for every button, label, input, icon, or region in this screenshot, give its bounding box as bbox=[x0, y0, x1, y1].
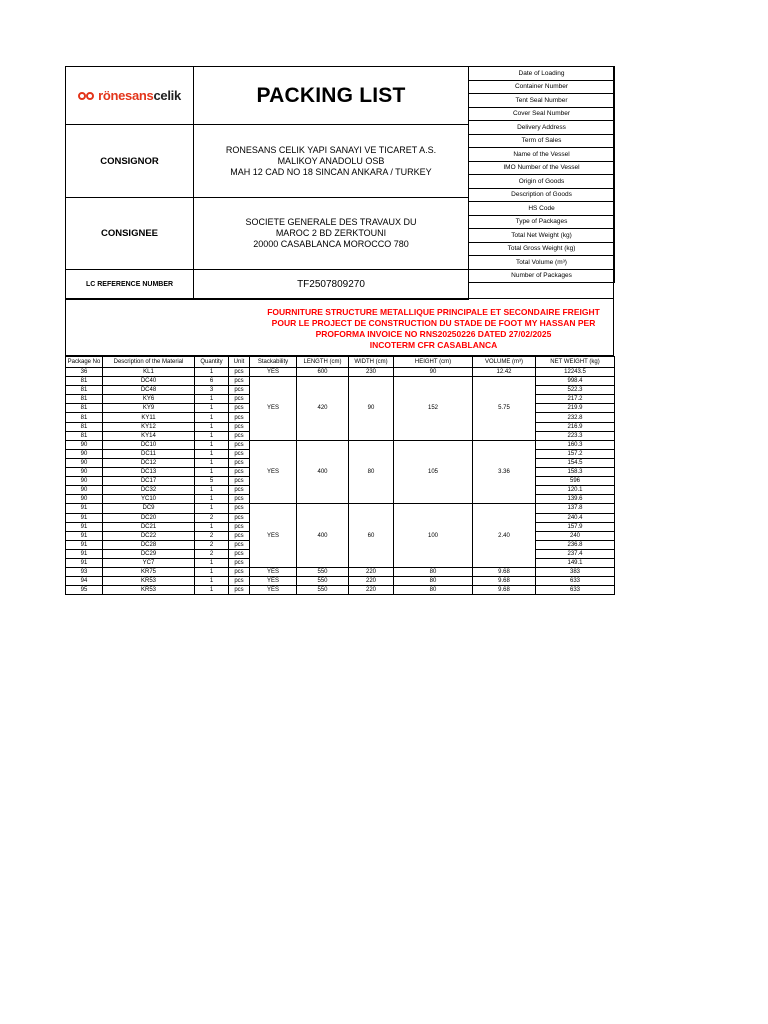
lc-value: TF2507809270 bbox=[297, 279, 365, 290]
cell-unit: pcs bbox=[229, 458, 250, 467]
field-imo-number: IMO Number of the Vessel bbox=[468, 161, 615, 176]
table-row bbox=[66, 440, 615, 449]
cell-package-no: 90 bbox=[66, 495, 103, 504]
field-container-number: Container Number bbox=[468, 80, 615, 95]
cell-description: DC29 bbox=[103, 549, 195, 558]
cell-volume: 9.68 bbox=[473, 586, 536, 595]
cell-description: DC22 bbox=[103, 531, 195, 540]
cell-unit: pcs bbox=[229, 568, 250, 577]
cell-unit: pcs bbox=[229, 549, 250, 558]
field-hs-code: HS Code bbox=[468, 201, 615, 216]
cell-package-no: 93 bbox=[66, 568, 103, 577]
cell-length: 400 bbox=[297, 440, 349, 504]
cell-height: 100 bbox=[394, 504, 473, 568]
cell-description: DC48 bbox=[103, 386, 195, 395]
cell-description: KR53 bbox=[103, 577, 195, 586]
cell-volume: 12.42 bbox=[473, 368, 536, 377]
cell-volume: 9.68 bbox=[473, 568, 536, 577]
cell-stackability: YES bbox=[250, 440, 297, 504]
cell-package-no: 90 bbox=[66, 449, 103, 458]
lc-value-cell bbox=[193, 269, 469, 300]
col-stackability: Stackability bbox=[250, 357, 297, 368]
cell-description: DC40 bbox=[103, 377, 195, 386]
table-row bbox=[66, 377, 615, 386]
cell-quantity: 1 bbox=[195, 486, 229, 495]
cell-unit: pcs bbox=[229, 377, 250, 386]
cell-height: 90 bbox=[394, 368, 473, 377]
cell-unit: pcs bbox=[229, 404, 250, 413]
packing-table bbox=[65, 356, 615, 595]
cell-quantity: 1 bbox=[195, 495, 229, 504]
cell-net-weight: 157.2 bbox=[536, 449, 615, 458]
cell-quantity: 2 bbox=[195, 540, 229, 549]
lc-label: LC REFERENCE NUMBER bbox=[85, 281, 174, 288]
cell-net-weight: 237.4 bbox=[536, 549, 615, 558]
cell-description: KR53 bbox=[103, 586, 195, 595]
cell-description: DC10 bbox=[103, 440, 195, 449]
cell-package-no: 90 bbox=[66, 477, 103, 486]
cell-description: DC9 bbox=[103, 504, 195, 513]
table-row bbox=[66, 577, 615, 586]
cell-stackability: YES bbox=[250, 368, 297, 377]
cell-unit: pcs bbox=[229, 395, 250, 404]
cell-net-weight: 217.2 bbox=[536, 395, 615, 404]
cell-unit: pcs bbox=[229, 540, 250, 549]
cell-unit: pcs bbox=[229, 449, 250, 458]
cell-unit: pcs bbox=[229, 504, 250, 513]
description-line: POUR LE PROJECT DE CONSTRUCTION DU STADE DE FOOT MY HASSAN PER bbox=[271, 318, 596, 328]
cell-height: 152 bbox=[394, 377, 473, 441]
cell-unit: pcs bbox=[229, 440, 250, 449]
consignor-label-cell bbox=[65, 124, 194, 198]
cell-package-no: 90 bbox=[66, 486, 103, 495]
col-volume: VOLUME (m³) bbox=[473, 357, 536, 368]
cell-net-weight: 236.8 bbox=[536, 540, 615, 549]
cell-quantity: 1 bbox=[195, 422, 229, 431]
field-delivery-address: Delivery Address bbox=[468, 120, 615, 135]
cell-length: 550 bbox=[297, 586, 349, 595]
cell-description: DC28 bbox=[103, 540, 195, 549]
cell-width: 90 bbox=[349, 377, 394, 441]
packing-list-sheet bbox=[65, 66, 614, 595]
cell-description: YC7 bbox=[103, 558, 195, 567]
cell-height: 80 bbox=[394, 568, 473, 577]
cell-description: KR75 bbox=[103, 568, 195, 577]
cell-description: KY11 bbox=[103, 413, 195, 422]
cell-description: DC20 bbox=[103, 513, 195, 522]
cell-net-weight: 157.9 bbox=[536, 522, 615, 531]
cell-net-weight: 120.1 bbox=[536, 486, 615, 495]
cell-package-no: 81 bbox=[66, 413, 103, 422]
cell-net-weight: 633 bbox=[536, 577, 615, 586]
cell-package-no: 81 bbox=[66, 395, 103, 404]
field-tent-seal-number: Tent Seal Number bbox=[468, 93, 615, 108]
table-row bbox=[66, 504, 615, 513]
cell-height: 80 bbox=[394, 586, 473, 595]
cell-unit: pcs bbox=[229, 495, 250, 504]
field-date-of-loading: Date of Loading bbox=[468, 66, 615, 81]
cell-description: DC12 bbox=[103, 458, 195, 467]
field-total-net-weight: Total Net Weight (kg) bbox=[468, 228, 615, 243]
cell-quantity: 5 bbox=[195, 477, 229, 486]
col-net-weight: NET WEIGHT (kg) bbox=[536, 357, 615, 368]
cell-quantity: 1 bbox=[195, 449, 229, 458]
cell-description: DC17 bbox=[103, 477, 195, 486]
cell-stackability: YES bbox=[250, 377, 297, 441]
cell-quantity: 2 bbox=[195, 549, 229, 558]
consignor-address: RONESANS CELIK YAPI SANAYI VE TICARET A.S. MALIKOY ANADOLU OSB MAH 12 CAD NO 18 SINCAN ANKARA / TURKEY bbox=[225, 144, 437, 177]
cell-package-no: 81 bbox=[66, 404, 103, 413]
description-line: PROFORMA INVOICE NO RNS20250226 DATED 27/02/2025 bbox=[315, 329, 552, 339]
goods-description-box bbox=[65, 299, 614, 356]
header-grid bbox=[65, 66, 614, 299]
cell-unit: pcs bbox=[229, 368, 250, 377]
cell-quantity: 1 bbox=[195, 413, 229, 422]
consignor-address-cell bbox=[193, 124, 469, 198]
cell-net-weight: 154.5 bbox=[536, 458, 615, 467]
cell-net-weight: 158.3 bbox=[536, 468, 615, 477]
cell-volume: 5.75 bbox=[473, 377, 536, 441]
logo-text-a: rönesans bbox=[98, 88, 154, 103]
cell-package-no: 95 bbox=[66, 586, 103, 595]
cell-unit: pcs bbox=[229, 422, 250, 431]
cell-quantity: 1 bbox=[195, 568, 229, 577]
field-number-of-packages: Number of Packages bbox=[468, 269, 615, 284]
cell-unit: pcs bbox=[229, 586, 250, 595]
cell-quantity: 2 bbox=[195, 513, 229, 522]
cell-unit: pcs bbox=[229, 577, 250, 586]
cell-description: YC10 bbox=[103, 495, 195, 504]
cell-quantity: 1 bbox=[195, 468, 229, 477]
cell-quantity: 1 bbox=[195, 440, 229, 449]
col-description: Description of the Material bbox=[103, 357, 195, 368]
cell-package-no: 91 bbox=[66, 531, 103, 540]
cell-description: DC21 bbox=[103, 522, 195, 531]
cell-quantity: 1 bbox=[195, 458, 229, 467]
field-total-volume: Total Volume (m³) bbox=[468, 255, 615, 270]
cell-quantity: 3 bbox=[195, 386, 229, 395]
cell-unit: pcs bbox=[229, 522, 250, 531]
cell-quantity: 1 bbox=[195, 404, 229, 413]
cell-net-weight: 633 bbox=[536, 586, 615, 595]
cell-width: 230 bbox=[349, 368, 394, 377]
cell-description: KL1 bbox=[103, 368, 195, 377]
consignee-label-cell bbox=[65, 197, 194, 270]
cell-quantity: 1 bbox=[195, 431, 229, 440]
cell-package-no: 91 bbox=[66, 522, 103, 531]
cell-description: KY14 bbox=[103, 431, 195, 440]
goods-description bbox=[256, 307, 611, 351]
cell-quantity: 1 bbox=[195, 586, 229, 595]
description-line: FOURNITURE STRUCTURE METALLIQUE PRINCIPALE ET SECONDAIRE FREIGHT bbox=[267, 307, 600, 317]
cell-unit: pcs bbox=[229, 386, 250, 395]
cell-net-weight: 240.4 bbox=[536, 513, 615, 522]
cell-volume: 2.40 bbox=[473, 504, 536, 568]
cell-length: 600 bbox=[297, 368, 349, 377]
field-origin-of-goods: Origin of Goods bbox=[468, 174, 615, 189]
cell-unit: pcs bbox=[229, 531, 250, 540]
table-row bbox=[66, 586, 615, 595]
cell-package-no: 81 bbox=[66, 386, 103, 395]
cell-net-weight: 596 bbox=[536, 477, 615, 486]
cell-package-no: 91 bbox=[66, 504, 103, 513]
cell-unit: pcs bbox=[229, 468, 250, 477]
table-row bbox=[66, 368, 615, 377]
cell-net-weight: 219.9 bbox=[536, 404, 615, 413]
field-vessel-name: Name of the Vessel bbox=[468, 147, 615, 162]
cell-description: DC32 bbox=[103, 486, 195, 495]
cell-package-no: 91 bbox=[66, 558, 103, 567]
page-title: PACKING LIST bbox=[256, 83, 406, 107]
cell-height: 105 bbox=[394, 440, 473, 504]
consignor-label: CONSIGNOR bbox=[100, 155, 159, 167]
col-height: HEIGHT (cm) bbox=[394, 357, 473, 368]
cell-stackability: YES bbox=[250, 586, 297, 595]
cell-unit: pcs bbox=[229, 413, 250, 422]
cell-package-no: 81 bbox=[66, 377, 103, 386]
field-total-gross-weight: Total Gross Weight (kg) bbox=[468, 242, 615, 257]
cell-length: 400 bbox=[297, 504, 349, 568]
field-type-of-packages: Type of Packages bbox=[468, 215, 615, 230]
cell-net-weight: 137.8 bbox=[536, 504, 615, 513]
consignee-label: CONSIGNEE bbox=[100, 228, 158, 239]
cell-net-weight: 160.3 bbox=[536, 440, 615, 449]
col-length: LENGTH (cm) bbox=[297, 357, 349, 368]
cell-description: KY9 bbox=[103, 404, 195, 413]
table-body bbox=[66, 368, 615, 595]
cell-net-weight: 240 bbox=[536, 531, 615, 540]
cell-unit: pcs bbox=[229, 486, 250, 495]
table-row bbox=[66, 568, 615, 577]
cell-stackability: YES bbox=[250, 568, 297, 577]
cell-package-no: 81 bbox=[66, 431, 103, 440]
cell-height: 80 bbox=[394, 577, 473, 586]
cell-package-no: 90 bbox=[66, 440, 103, 449]
cell-net-weight: 149.1 bbox=[536, 558, 615, 567]
cell-net-weight: 223.3 bbox=[536, 431, 615, 440]
cell-quantity: 1 bbox=[195, 504, 229, 513]
col-unit: Unit bbox=[229, 357, 250, 368]
cell-description: KY6 bbox=[103, 395, 195, 404]
cell-quantity: 2 bbox=[195, 531, 229, 540]
cell-quantity: 1 bbox=[195, 522, 229, 531]
cell-width: 60 bbox=[349, 504, 394, 568]
cell-net-weight: 232.8 bbox=[536, 413, 615, 422]
cell-quantity: 6 bbox=[195, 377, 229, 386]
consignee-address: SOCIETE GENERALE DES TRAVAUX DU MAROC 2 BD ZERKTOUNI 20000 CASABLANCA MOROCCO 780 bbox=[245, 217, 417, 249]
cell-package-no: 36 bbox=[66, 368, 103, 377]
logo-cell bbox=[65, 66, 194, 125]
cell-length: 550 bbox=[297, 577, 349, 586]
description-line: INCOTERM CFR CASABLANCA bbox=[369, 340, 498, 350]
consignee-address-cell bbox=[193, 197, 469, 270]
cell-width: 80 bbox=[349, 440, 394, 504]
cell-net-weight: 383 bbox=[536, 568, 615, 577]
cell-quantity: 1 bbox=[195, 577, 229, 586]
table-header-row bbox=[66, 357, 615, 368]
cell-package-no: 91 bbox=[66, 540, 103, 549]
cell-package-no: 81 bbox=[66, 422, 103, 431]
field-description-of-goods: Description of Goods bbox=[468, 188, 615, 203]
cell-package-no: 90 bbox=[66, 458, 103, 467]
cell-width: 220 bbox=[349, 568, 394, 577]
field-term-of-sales: Term of Sales bbox=[468, 134, 615, 149]
cell-package-no: 94 bbox=[66, 577, 103, 586]
cell-length: 550 bbox=[297, 568, 349, 577]
cell-quantity: 1 bbox=[195, 368, 229, 377]
cell-quantity: 1 bbox=[195, 558, 229, 567]
cell-description: KY12 bbox=[103, 422, 195, 431]
cell-unit: pcs bbox=[229, 513, 250, 522]
cell-unit: pcs bbox=[229, 431, 250, 440]
cell-unit: pcs bbox=[229, 558, 250, 567]
cell-unit: pcs bbox=[229, 477, 250, 486]
col-quantity: Quantity bbox=[195, 357, 229, 368]
cell-stackability: YES bbox=[250, 504, 297, 568]
cell-stackability: YES bbox=[250, 577, 297, 586]
logo-text-b: celik bbox=[153, 88, 181, 103]
cell-package-no: 91 bbox=[66, 513, 103, 522]
lc-label-cell bbox=[65, 269, 194, 300]
cell-net-weight: 216.9 bbox=[536, 422, 615, 431]
cell-net-weight: 139.6 bbox=[536, 495, 615, 504]
cell-net-weight: 522.3 bbox=[536, 386, 615, 395]
cell-length: 420 bbox=[297, 377, 349, 441]
cell-description: DC13 bbox=[103, 468, 195, 477]
logo-rings-icon bbox=[78, 91, 96, 101]
company-logo bbox=[78, 88, 181, 103]
cell-quantity: 1 bbox=[195, 395, 229, 404]
cell-width: 220 bbox=[349, 586, 394, 595]
field-cover-seal-number: Cover Seal Number bbox=[468, 107, 615, 122]
col-package-no: Package No bbox=[66, 357, 103, 368]
cell-volume: 3.36 bbox=[473, 440, 536, 504]
col-width: WIDTH (cm) bbox=[349, 357, 394, 368]
shipment-fields bbox=[468, 66, 615, 283]
cell-description: DC11 bbox=[103, 449, 195, 458]
cell-package-no: 91 bbox=[66, 549, 103, 558]
cell-net-weight: 998.4 bbox=[536, 377, 615, 386]
cell-net-weight: 12243.5 bbox=[536, 368, 615, 377]
cell-width: 220 bbox=[349, 577, 394, 586]
cell-package-no: 90 bbox=[66, 468, 103, 477]
title-cell bbox=[193, 66, 469, 125]
cell-volume: 9.68 bbox=[473, 577, 536, 586]
